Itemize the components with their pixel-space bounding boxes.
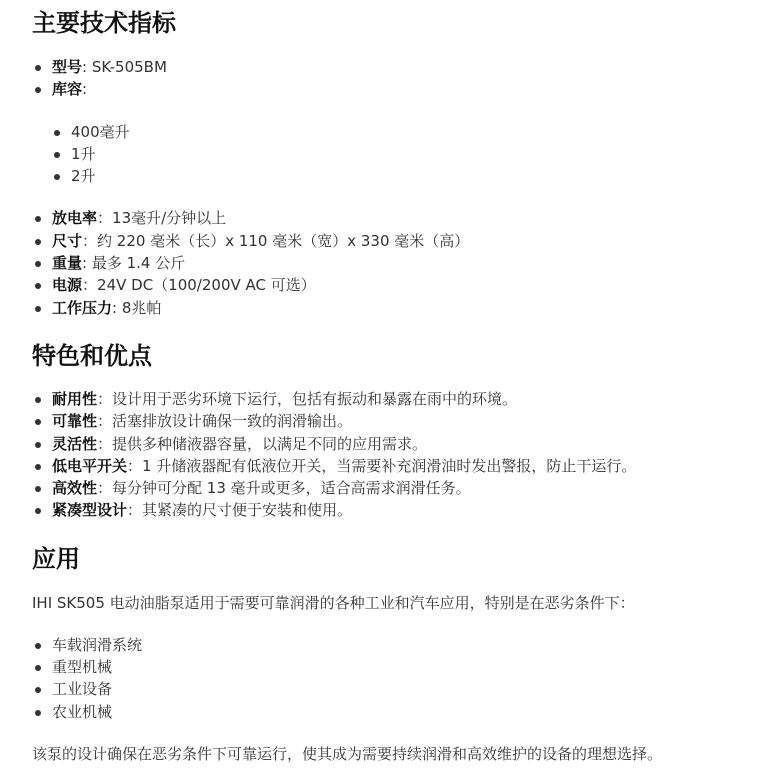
spec-label: 尺寸 xyxy=(52,231,83,250)
feature-item: 高效性：每分钟可分配 13 毫升或更多，适合高需求润滑任务。 xyxy=(32,477,759,499)
spec-label: 型号 xyxy=(52,58,83,76)
features-heading: 特色和优点 xyxy=(32,341,152,370)
spec-item: 尺寸：约 220 毫米（长）x 110 毫米（宽）x 330 毫米（高） xyxy=(32,230,759,252)
feature-value: 设计用于恶劣环境下运行，包括有振动和暴露在雨中的环境。 xyxy=(112,389,518,408)
applications-heading: 应用 xyxy=(32,544,80,573)
spec-item: 电源：24V DC（100/200V AC 可选） xyxy=(32,274,759,296)
application-item: 工业设备 xyxy=(32,678,759,700)
spec-value: 约 220 毫米（长）x 110 毫米（宽）x 330 毫米（高） xyxy=(97,231,470,250)
spec-item: 重量: 最多 1.4 公斤 xyxy=(32,252,759,274)
feature-item: 灵活性：提供多种储液器容量，以满足不同的应用需求。 xyxy=(32,433,759,455)
feature-label: 灵活性 xyxy=(52,434,98,453)
applications-conclusion: 该泵的设计确保在恶劣条件下可靠运行，使其成为需要持续润滑和高效维护的设备的理想选择。 xyxy=(32,744,663,763)
feature-label: 低电平开关 xyxy=(52,456,128,475)
spec-item: 放电率：13毫升/分钟以上 xyxy=(32,207,759,229)
feature-item: 可靠性：活塞排放设计确保一致的润滑输出。 xyxy=(32,410,759,432)
feature-value: 活塞排放设计确保一致的润滑输出。 xyxy=(112,412,353,431)
applications-list xyxy=(32,634,759,723)
specs-heading: 主要技术指标 xyxy=(32,9,176,37)
feature-item: 低电平开关：1 升储液器配有低液位开关，当需要补充润滑油时发出警报，防止干运行。 xyxy=(32,455,759,477)
spec-label: 重量 xyxy=(52,254,83,273)
spec-item: 型号: SK-505BM xyxy=(32,56,759,78)
features-list xyxy=(32,388,759,522)
feature-value: 提供多种储液器容量，以满足不同的应用需求。 xyxy=(112,434,428,453)
feature-value: 每分钟可分配 13 毫升或更多，适合高需求润滑任务。 xyxy=(112,479,471,498)
capacity-item: 2升 xyxy=(32,165,759,187)
feature-label: 可靠性 xyxy=(52,412,98,431)
feature-value: 其紧凑的尺寸便于安装和使用。 xyxy=(142,501,353,520)
feature-value: 1 升储液器配有低液位开关，当需要补充润滑油时发出警报，防止干运行。 xyxy=(142,456,637,475)
spec-value: 8兆帕 xyxy=(121,298,162,317)
application-item: 车载润滑系统 xyxy=(32,634,759,656)
capacity-list xyxy=(32,121,759,188)
spec-value: SK-505BM xyxy=(91,58,167,76)
capacity-item: 400毫升 xyxy=(32,121,759,143)
feature-label: 紧凑型设计 xyxy=(52,501,128,520)
applications-intro: IHI SK505 电动油脂泵适用于需要可靠润滑的各种工业和汽车应用，特别是在恶劣条件下： xyxy=(32,593,635,612)
feature-label: 耐用性 xyxy=(52,389,98,408)
specs-list-b xyxy=(32,207,759,318)
feature-item: 紧凑型设计：其紧凑的尺寸便于安装和使用。 xyxy=(32,499,759,521)
spec-value: 13毫升/分钟以上 xyxy=(112,209,227,228)
spec-value: 最多 1.4 公斤 xyxy=(91,254,186,273)
application-item: 农业机械 xyxy=(32,701,759,723)
spec-label: 工作压力 xyxy=(52,298,113,317)
feature-item: 耐用性：设计用于恶劣环境下运行，包括有振动和暴露在雨中的环境。 xyxy=(32,388,759,410)
spec-label: 放电率 xyxy=(52,209,98,228)
feature-label: 高效性 xyxy=(52,479,98,498)
spec-item: 库容: xyxy=(32,78,759,100)
capacity-item: 1升 xyxy=(32,143,759,165)
spec-label: 库容 xyxy=(52,80,83,99)
spec-item: 工作压力: 8兆帕 xyxy=(32,297,759,319)
specs-list-a xyxy=(32,56,759,101)
application-item: 重型机械 xyxy=(32,656,759,678)
spec-value: 24V DC（100/200V AC 可选） xyxy=(97,276,316,295)
spec-label: 电源 xyxy=(52,276,83,295)
